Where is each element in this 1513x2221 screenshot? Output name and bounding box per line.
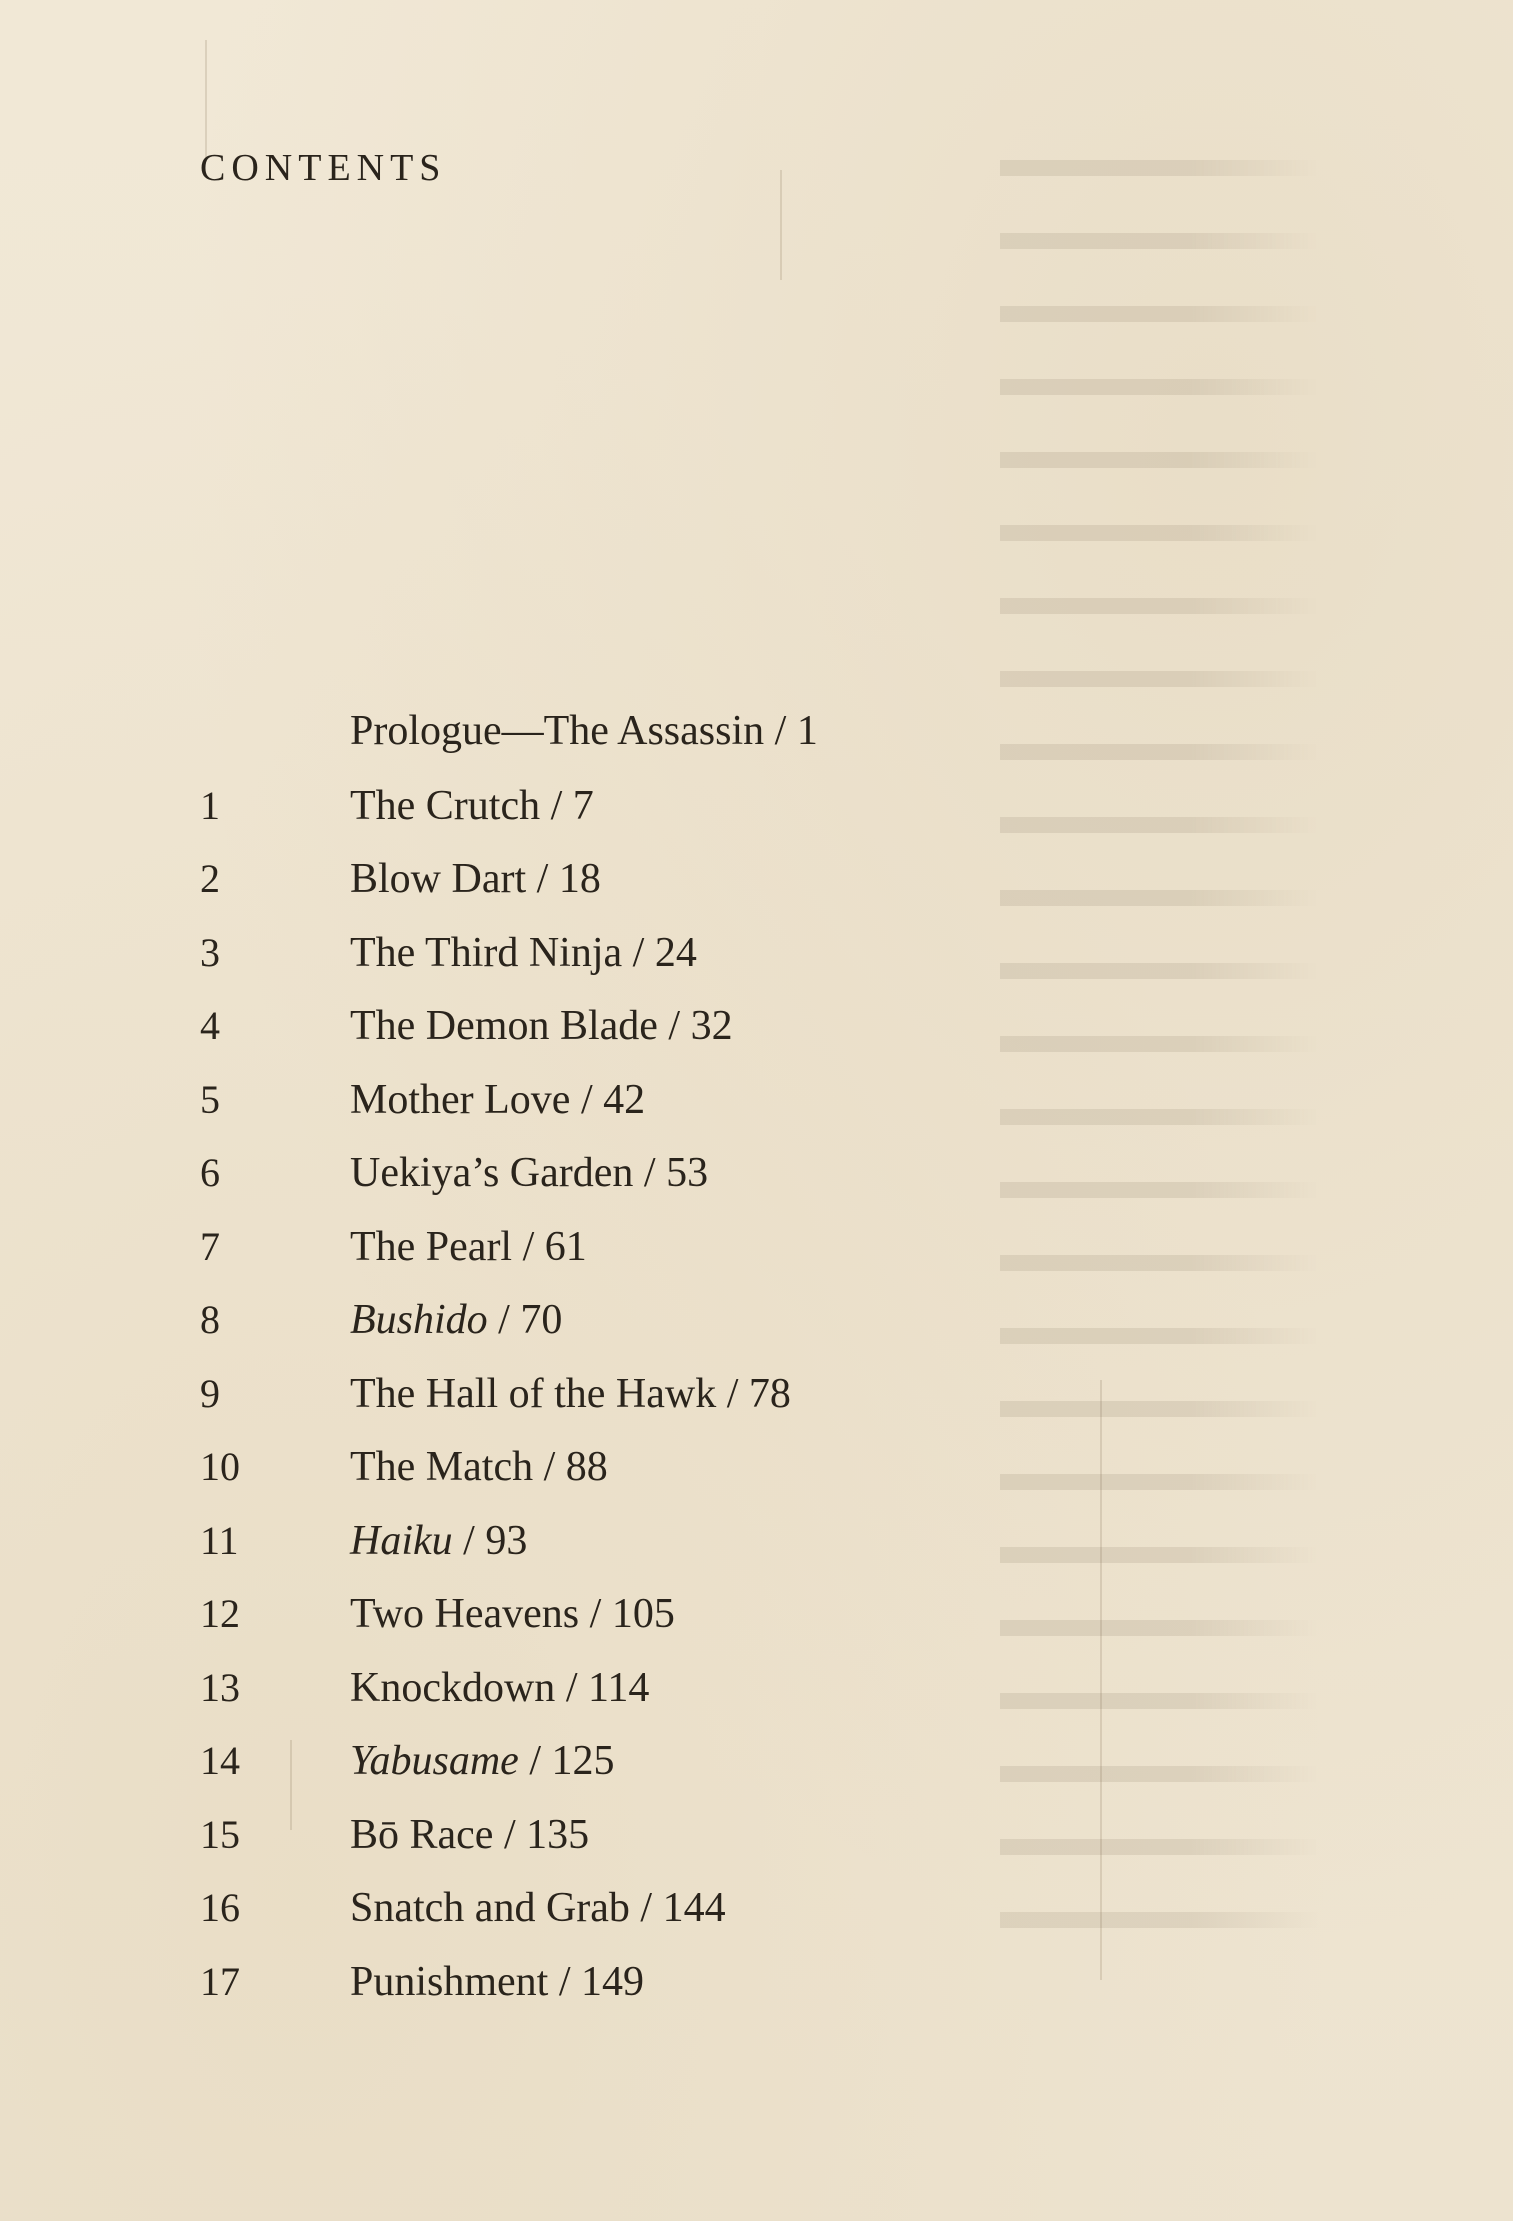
chapter-number: 13 (200, 1664, 240, 1710)
page-number: 88 (565, 1444, 608, 1490)
paper-crease (780, 170, 782, 280)
chapter-title: Bō Race / 135 (350, 1811, 590, 1858)
toc-entry (200, 1357, 1100, 1431)
toc-entry (200, 769, 1100, 843)
chapter-title: The Third Ninja / 24 (350, 929, 697, 976)
chapter-number: 2 (200, 856, 220, 901)
chapter-title: The Pearl / 61 (350, 1223, 587, 1270)
chapter-title: Haiku / 93 (350, 1517, 528, 1564)
chapter-title: The Crutch / 7 (350, 782, 594, 829)
chapter-number: 7 (200, 1223, 220, 1269)
toc-entry (200, 1430, 1100, 1504)
page-number: 135 (526, 1811, 590, 1858)
chapter-number: 9 (200, 1370, 220, 1416)
chapter-number: 6 (200, 1150, 220, 1195)
chapter-title: Punishment / 149 (350, 1958, 645, 2005)
chapter-number: 11 (200, 1517, 239, 1563)
chapter-title: Prologue—The Assassin / 1 (350, 708, 818, 754)
toc-entry (200, 1651, 1100, 1725)
page-number: 70 (520, 1297, 563, 1343)
page-number: 125 (551, 1738, 615, 1784)
page-number: 105 (611, 1591, 675, 1637)
chapter-title: Uekiya’s Garden / 53 (350, 1150, 709, 1196)
toc-entry (200, 1504, 1100, 1578)
chapter-number: 5 (200, 1076, 220, 1122)
page-number: 18 (558, 856, 601, 902)
chapter-number: 3 (200, 929, 220, 975)
toc-entry (200, 1283, 1100, 1357)
chapter-title: Snatch and Grab / 144 (350, 1885, 726, 1931)
chapter-title: Mother Love / 42 (350, 1076, 646, 1123)
toc-entry (200, 1798, 1100, 1872)
toc-entry (200, 1136, 1100, 1210)
table-of-contents (200, 695, 1100, 2018)
chapter-number: 16 (200, 1885, 240, 1930)
page-number: 93 (485, 1517, 528, 1564)
chapter-title: The Match / 88 (350, 1444, 608, 1490)
chapter-title: Bushido / 70 (350, 1297, 563, 1343)
chapter-title: Two Heavens / 105 (350, 1591, 675, 1637)
paper-crease (1100, 1380, 1102, 1980)
page-number: 1 (796, 708, 818, 754)
page-number: 144 (662, 1885, 726, 1931)
chapter-title: Blow Dart / 18 (350, 856, 601, 902)
contents-heading: CONTENTS (200, 147, 447, 189)
chapter-title: Yabusame / 125 (350, 1738, 615, 1784)
page-number: 42 (603, 1076, 646, 1123)
chapter-number: 8 (200, 1297, 220, 1342)
paper-crease (205, 40, 207, 160)
toc-entry (200, 1577, 1100, 1651)
toc-entry (200, 1210, 1100, 1284)
toc-entry (200, 842, 1100, 916)
page-number: 78 (748, 1370, 791, 1417)
page-number: 61 (544, 1223, 587, 1270)
chapter-title: Knockdown / 114 (350, 1664, 650, 1711)
page-number: 149 (581, 1958, 645, 2005)
chapter-title: The Demon Blade / 32 (350, 1003, 733, 1049)
page-number: 32 (690, 1003, 733, 1049)
chapter-number: 15 (200, 1811, 240, 1857)
chapter-number: 14 (200, 1738, 240, 1783)
toc-entry (200, 1063, 1100, 1137)
page-number: 24 (654, 929, 697, 976)
chapter-number: 10 (200, 1444, 240, 1489)
chapter-number: 12 (200, 1591, 240, 1636)
page-number: 7 (572, 782, 594, 829)
page-number: 53 (666, 1150, 709, 1196)
toc-entry (200, 916, 1100, 990)
chapter-number: 4 (200, 1003, 220, 1048)
chapter-number: 1 (200, 782, 220, 828)
chapter-number: 17 (200, 1958, 240, 2004)
toc-entry (200, 989, 1100, 1063)
toc-entry (200, 1871, 1100, 1945)
toc-entry (200, 1724, 1100, 1798)
toc-entry (200, 1945, 1100, 2019)
chapter-title: The Hall of the Hawk / 78 (350, 1370, 791, 1417)
toc-entry (200, 695, 1100, 769)
page-number: 114 (587, 1664, 650, 1711)
